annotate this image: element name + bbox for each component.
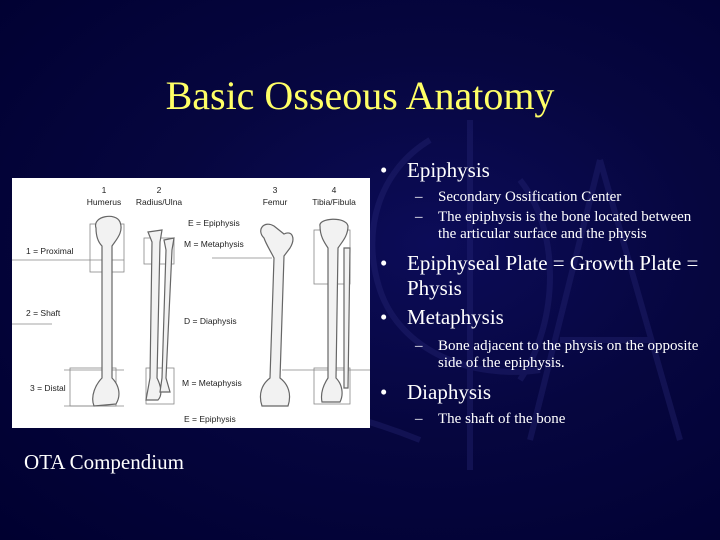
bullet-text: Diaphysis xyxy=(407,380,491,404)
column-number-1: 1 xyxy=(101,185,107,195)
label-proximal: 1 = Proximal xyxy=(26,246,74,256)
dash-glyph: – xyxy=(415,338,423,354)
column-name-humerus: Humerus xyxy=(86,197,122,207)
sub-bullet-text: Secondary Ossification Center xyxy=(438,189,622,205)
bullet-glyph: • xyxy=(380,158,388,182)
figure-caption: OTA Compendium xyxy=(24,450,184,474)
slide-title: Basic Osseous Anatomy xyxy=(165,73,555,118)
column-number-4: 4 xyxy=(331,185,337,195)
femur-bone xyxy=(260,224,292,406)
bullet-glyph: • xyxy=(380,305,388,329)
bullet-glyph: • xyxy=(380,251,388,275)
label-epiphysis-top: E = Epiphysis xyxy=(188,218,240,228)
column-name-radius-ulna: Radius/Ulna xyxy=(135,197,183,207)
dash-glyph: – xyxy=(415,189,423,205)
bullet-epiphysis xyxy=(380,158,710,183)
bullet-text: Epiphysis xyxy=(407,158,490,182)
dash-glyph: – xyxy=(415,209,423,225)
bullet-metaphysis xyxy=(380,305,710,330)
column-number-2: 2 xyxy=(156,185,162,195)
sub-bullet-secondary-ossification xyxy=(380,189,710,206)
bullet-text: Metaphysis xyxy=(407,305,504,329)
label-metaphysis-bottom: M = Metaphysis xyxy=(182,378,242,388)
radius-ulna-bones xyxy=(146,230,174,400)
sub-bullet-shaft xyxy=(380,411,710,428)
sub-bullet-text: Bone adjacent to the physis on the opposite side of the epiphysis. xyxy=(438,338,699,371)
label-epiphysis-bottom: E = Epiphysis xyxy=(184,414,236,424)
bone-anatomy-figure xyxy=(12,178,370,428)
sub-bullet-text: The shaft of the bone xyxy=(438,411,566,427)
bone-anatomy-diagram xyxy=(12,178,370,428)
humerus-bone xyxy=(93,216,121,406)
column-name-femur: Femur xyxy=(262,197,288,207)
label-shaft: 2 = Shaft xyxy=(26,308,61,318)
label-metaphysis-top: M = Metaphysis xyxy=(184,239,244,249)
label-distal: 3 = Distal xyxy=(30,383,66,393)
bullet-diaphysis xyxy=(380,380,710,405)
bullet-text: Epiphyseal Plate = Growth Plate = Physis xyxy=(407,251,699,300)
bullet-glyph: • xyxy=(380,380,388,404)
bullet-epiphyseal-plate xyxy=(380,251,710,301)
sub-bullet-text: The epiphysis is the bone located between the articular surface and the physis xyxy=(438,209,692,242)
tibia-fibula-bones xyxy=(320,219,350,402)
column-name-tibia-fibula: Tibia/Fibula xyxy=(312,197,356,207)
bullet-list xyxy=(380,158,710,428)
dash-glyph: – xyxy=(415,411,423,427)
label-diaphysis: D = Diaphysis xyxy=(184,316,237,326)
sub-bullet-metaphysis-definition xyxy=(380,338,710,372)
column-number-3: 3 xyxy=(272,185,278,195)
sub-bullet-epiphysis-definition xyxy=(380,209,710,243)
